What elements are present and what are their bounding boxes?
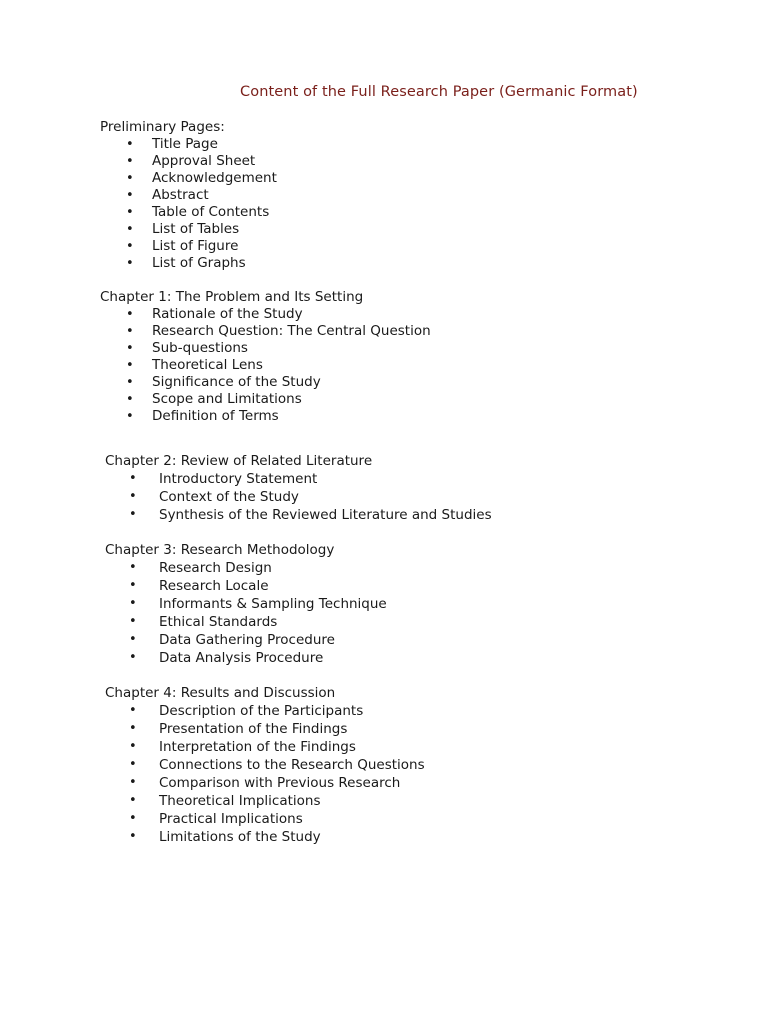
list-item bbox=[100, 221, 277, 238]
list-item bbox=[100, 391, 431, 408]
list-item bbox=[100, 170, 277, 187]
list-item bbox=[100, 187, 277, 204]
bullet-icon: • bbox=[129, 596, 137, 611]
list-item-text: Table of Contents bbox=[152, 204, 270, 220]
bullet-icon: • bbox=[129, 650, 137, 665]
bullet-icon: • bbox=[129, 811, 137, 826]
list-item bbox=[105, 792, 425, 810]
list-item-text: Interpretation of the Findings bbox=[159, 739, 356, 755]
bullet-icon: • bbox=[129, 471, 137, 486]
list-item-text: Presentation of the Findings bbox=[159, 721, 348, 737]
bullet-icon: • bbox=[129, 560, 137, 575]
list-item bbox=[105, 595, 387, 613]
list-item bbox=[105, 577, 387, 595]
document-title: Content of the Full Research Paper (Germanic Format) bbox=[240, 84, 638, 100]
section-heading: Chapter 1: The Problem and Its Setting bbox=[100, 289, 364, 305]
list-item bbox=[100, 238, 277, 255]
section-heading: Chapter 2: Review of Related Literature bbox=[105, 453, 373, 469]
bullet-list bbox=[100, 306, 431, 425]
list-item bbox=[105, 774, 425, 792]
list-item-text: Research Design bbox=[159, 560, 272, 576]
list-item bbox=[105, 720, 425, 738]
section-heading: Chapter 3: Research Methodology bbox=[105, 542, 335, 558]
list-item-text: Definition of Terms bbox=[152, 408, 279, 424]
list-item-text: Sub-questions bbox=[152, 340, 248, 356]
section-heading: Preliminary Pages: bbox=[100, 119, 225, 135]
list-item bbox=[100, 408, 431, 425]
bullet-icon: • bbox=[129, 793, 137, 808]
list-item bbox=[105, 488, 492, 506]
bullet-icon: • bbox=[126, 324, 134, 339]
section-chapter-4 bbox=[105, 684, 425, 846]
list-item bbox=[100, 136, 277, 153]
bullet-icon: • bbox=[126, 341, 134, 356]
list-item bbox=[105, 649, 387, 667]
list-item-text: Research Question: The Central Question bbox=[152, 323, 431, 339]
bullet-icon: • bbox=[129, 757, 137, 772]
list-item bbox=[105, 506, 492, 524]
bullet-list bbox=[105, 559, 387, 667]
bullet-icon: • bbox=[126, 137, 134, 152]
list-item bbox=[100, 374, 431, 391]
list-item-text: Introductory Statement bbox=[159, 471, 318, 487]
list-item bbox=[105, 470, 492, 488]
bullet-icon: • bbox=[129, 829, 137, 844]
list-item bbox=[100, 204, 277, 221]
bullet-icon: • bbox=[126, 205, 134, 220]
list-item bbox=[105, 559, 387, 577]
list-item-text: Connections to the Research Questions bbox=[159, 757, 425, 773]
bullet-icon: • bbox=[126, 375, 134, 390]
bullet-icon: • bbox=[126, 358, 134, 373]
bullet-icon: • bbox=[126, 171, 134, 186]
list-item-text: Abstract bbox=[152, 187, 209, 203]
section-preliminary-pages bbox=[100, 119, 277, 272]
list-item-text: Synthesis of the Reviewed Literature and Studies bbox=[159, 507, 492, 523]
bullet-icon: • bbox=[129, 489, 137, 504]
list-item-text: Comparison with Previous Research bbox=[159, 775, 401, 791]
list-item bbox=[100, 340, 431, 357]
bullet-icon: • bbox=[129, 703, 137, 718]
list-item bbox=[105, 631, 387, 649]
list-item bbox=[105, 828, 425, 846]
list-item-text: Data Gathering Procedure bbox=[159, 632, 335, 648]
bullet-icon: • bbox=[126, 188, 134, 203]
bullet-icon: • bbox=[129, 721, 137, 736]
list-item bbox=[100, 255, 277, 272]
list-item bbox=[100, 357, 431, 374]
section-chapter-2 bbox=[105, 452, 492, 524]
bullet-icon: • bbox=[129, 578, 137, 593]
list-item-text: Title Page bbox=[152, 136, 218, 152]
bullet-icon: • bbox=[126, 222, 134, 237]
section-chapter-3 bbox=[105, 541, 387, 667]
bullet-list bbox=[100, 136, 277, 272]
list-item-text: Context of the Study bbox=[159, 489, 299, 505]
section-chapter-1 bbox=[100, 289, 431, 425]
list-item-text: Description of the Participants bbox=[159, 703, 364, 719]
bullet-icon: • bbox=[126, 307, 134, 322]
bullet-icon: • bbox=[129, 632, 137, 647]
bullet-icon: • bbox=[126, 256, 134, 271]
list-item-text: Research Locale bbox=[159, 578, 269, 594]
list-item bbox=[105, 810, 425, 828]
bullet-list bbox=[105, 702, 425, 846]
list-item bbox=[100, 306, 431, 323]
list-item-text: Ethical Standards bbox=[159, 614, 278, 630]
list-item-text: Approval Sheet bbox=[152, 153, 256, 169]
bullet-icon: • bbox=[129, 739, 137, 754]
list-item bbox=[105, 702, 425, 720]
bullet-icon: • bbox=[129, 614, 137, 629]
bullet-icon: • bbox=[129, 507, 137, 522]
bullet-list bbox=[105, 470, 492, 524]
list-item bbox=[100, 323, 431, 340]
list-item-text: Data Analysis Procedure bbox=[159, 650, 324, 666]
list-item-text: Theoretical Lens bbox=[152, 357, 263, 373]
list-item-text: List of Figure bbox=[152, 238, 239, 254]
list-item-text: Informants & Sampling Technique bbox=[159, 596, 387, 612]
bullet-icon: • bbox=[126, 239, 134, 254]
list-item-text: Theoretical Implications bbox=[159, 793, 321, 809]
list-item-text: List of Graphs bbox=[152, 255, 246, 271]
bullet-icon: • bbox=[126, 154, 134, 169]
bullet-icon: • bbox=[129, 775, 137, 790]
section-heading: Chapter 4: Results and Discussion bbox=[105, 685, 336, 701]
list-item-text: Rationale of the Study bbox=[152, 306, 303, 322]
list-item bbox=[105, 613, 387, 631]
list-item-text: Significance of the Study bbox=[152, 374, 321, 390]
list-item-text: Practical Implications bbox=[159, 811, 303, 827]
list-item-text: List of Tables bbox=[152, 221, 240, 237]
bullet-icon: • bbox=[126, 409, 134, 424]
list-item bbox=[100, 153, 277, 170]
list-item-text: Acknowledgement bbox=[152, 170, 277, 186]
list-item bbox=[105, 756, 425, 774]
list-item-text: Limitations of the Study bbox=[159, 829, 321, 845]
list-item bbox=[105, 738, 425, 756]
bullet-icon: • bbox=[126, 392, 134, 407]
list-item-text: Scope and Limitations bbox=[152, 391, 302, 407]
